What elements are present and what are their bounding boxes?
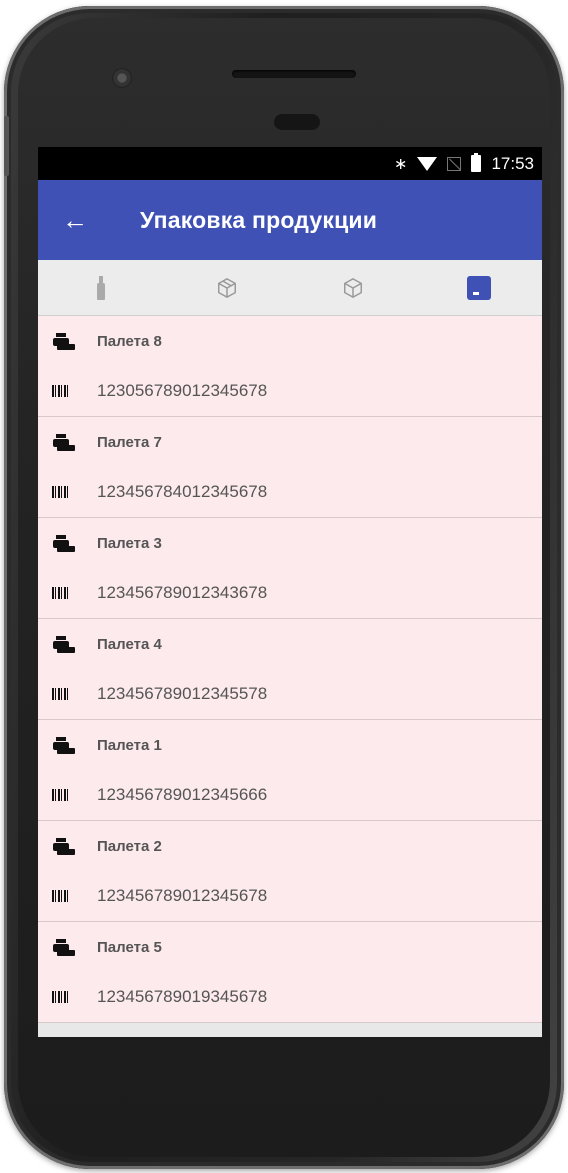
list-item[interactable] bbox=[38, 821, 542, 922]
pallet-code: 123456789012343678 bbox=[97, 583, 268, 602]
barcode-icon bbox=[52, 991, 70, 1003]
list-footer bbox=[38, 1023, 542, 1037]
barcode-icon bbox=[52, 385, 70, 397]
wifi-icon bbox=[417, 157, 437, 171]
barcode-icon bbox=[52, 587, 70, 599]
tab-boxes[interactable] bbox=[164, 260, 290, 315]
pallet-name: Палета 7 bbox=[97, 433, 162, 451]
box-icon bbox=[216, 277, 238, 299]
app-bar bbox=[38, 180, 542, 260]
pallet-code: 123456789019345678 bbox=[97, 987, 268, 1006]
front-camera bbox=[112, 68, 132, 88]
tab-cases[interactable] bbox=[290, 260, 416, 315]
no-signal-icon bbox=[447, 157, 461, 171]
list-item[interactable] bbox=[38, 518, 542, 619]
pallet-code: 123456789012345578 bbox=[97, 684, 268, 703]
print-icon[interactable] bbox=[52, 635, 70, 653]
pallet-code: 123456789012345678 bbox=[97, 886, 268, 905]
bottle-icon bbox=[97, 276, 105, 300]
page-title: Упаковка продукции bbox=[140, 206, 378, 233]
barcode-icon bbox=[52, 789, 70, 801]
barcode-icon bbox=[52, 890, 70, 902]
battery-icon bbox=[471, 155, 481, 172]
tab-bar bbox=[38, 260, 542, 316]
pallet-list bbox=[38, 316, 542, 1023]
pallet-code: 123456784012345678 bbox=[97, 482, 268, 501]
barcode-icon bbox=[52, 486, 70, 498]
list-item[interactable] bbox=[38, 417, 542, 518]
print-icon[interactable] bbox=[52, 736, 70, 754]
print-icon[interactable] bbox=[52, 837, 70, 855]
pallet-name: Палета 5 bbox=[97, 938, 162, 956]
list-item[interactable] bbox=[38, 720, 542, 821]
bluetooth-icon: ∗ bbox=[394, 155, 408, 173]
proximity-sensor bbox=[274, 114, 320, 130]
pallet-name: Палета 3 bbox=[97, 534, 162, 552]
tab-bottles[interactable] bbox=[38, 260, 164, 315]
print-icon[interactable] bbox=[52, 332, 70, 350]
pallet-icon bbox=[467, 276, 491, 300]
tab-pallets[interactable] bbox=[416, 260, 542, 315]
print-icon[interactable] bbox=[52, 433, 70, 451]
pallet-name: Палета 8 bbox=[97, 332, 162, 350]
pallet-name: Палета 4 bbox=[97, 635, 162, 653]
status-time: 17:53 bbox=[491, 153, 534, 173]
print-icon[interactable] bbox=[52, 534, 70, 552]
pallet-code: 123456789012345666 bbox=[97, 785, 268, 804]
status-bar bbox=[38, 147, 542, 180]
list-item[interactable] bbox=[38, 316, 542, 417]
pallet-name: Палета 1 bbox=[97, 736, 162, 754]
list-item[interactable] bbox=[38, 922, 542, 1023]
pallet-name: Палета 2 bbox=[97, 837, 162, 855]
earpiece-speaker bbox=[232, 70, 356, 78]
side-button bbox=[4, 116, 9, 176]
back-arrow-icon[interactable]: ← bbox=[62, 205, 88, 235]
box-outline-icon bbox=[342, 277, 364, 299]
print-icon[interactable] bbox=[52, 938, 70, 956]
list-item[interactable] bbox=[38, 619, 542, 720]
barcode-icon bbox=[52, 688, 70, 700]
screen bbox=[38, 147, 542, 1037]
pallet-code: 123056789012345678 bbox=[97, 381, 268, 400]
